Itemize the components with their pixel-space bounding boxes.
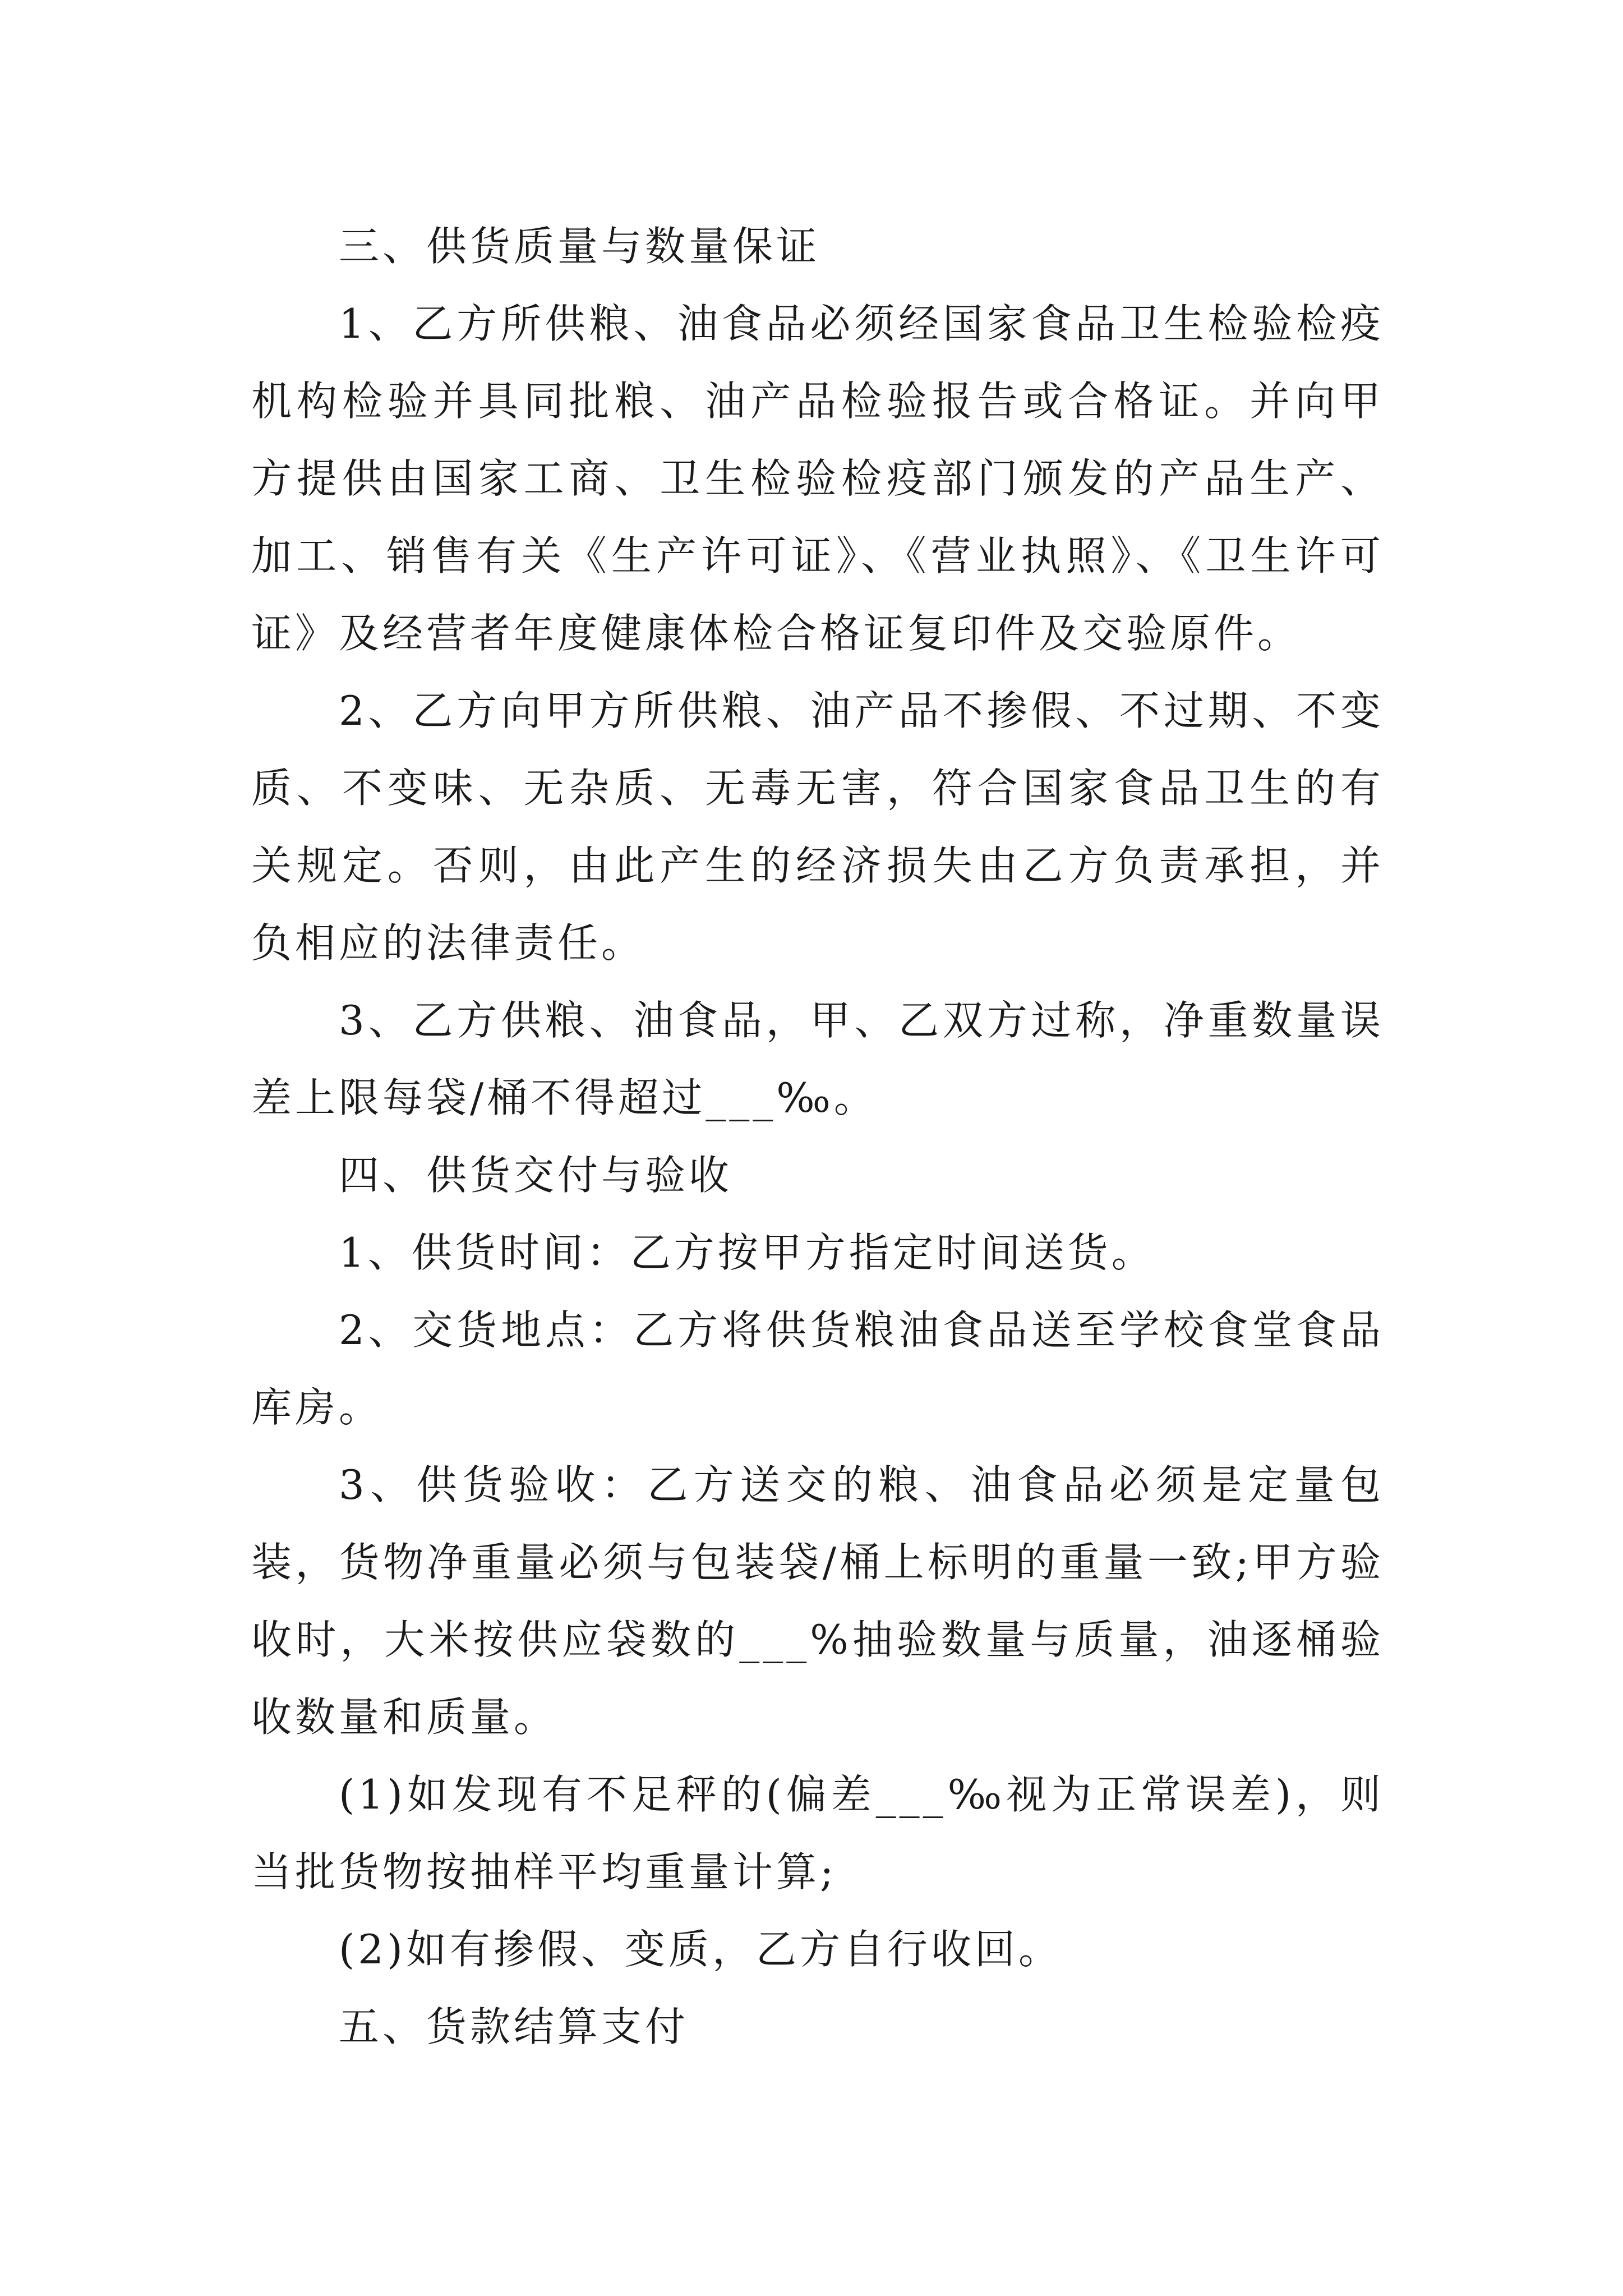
section-heading-3: 三、供货质量与数量保证 (339, 223, 820, 270)
clause-4-2: 2、交货地点：乙方将供货粮油食品送至学校食堂食品库房。 (251, 1306, 1384, 1431)
clause-3-3: 3、乙方供粮、油食品，甲、乙双方过称，净重数量误差上限每袋/桶不得超过___‰。 (251, 997, 1384, 1121)
section-heading-5: 五、货款结算支付 (339, 2003, 689, 2050)
clause-4-1: 1、供货时间：乙方按甲方指定时间送货。 (339, 1229, 1155, 1276)
clause-3-1: 1、乙方所供粮、油食品必须经国家食品卫生检验检疫机构检验并具同批粮、油产品检验报告或合格证。并向甲方提供由国家工商、卫生检验检疫部门颁发的产品生产、加工、销售有关《生产许可证》、《营业执照》、《卫生许可证》及经营者年度健康体检合格证复印件及交验原件。 (251, 300, 1384, 657)
clause-4-3-sub-1: (1)如发现有不足秤的(偏差___‰视为正常误差)，则当批货物按抽样平均重量计算; (251, 1771, 1384, 1895)
clause-4-3: 3、供货验收：乙方送交的粮、油食品必须是定量包装，货物净重量必须与包装袋/桶上标明的重量一致;甲方验收时，大米按供应袋数的___%抽验数量与质量，油逐桶验收数量和质量。 (251, 1461, 1384, 1741)
clause-3-2: 2、乙方向甲方所供粮、油产品不掺假、不过期、不变质、不变味、无杂质、无毒无害，符合国家食品卫生的有关规定。否则，由此产生的经济损失由乙方负责承担，并负相应的法律责任。 (251, 687, 1384, 967)
section-heading-4: 四、供货交付与验收 (339, 1152, 733, 1199)
document-body (251, 208, 1384, 2065)
clause-4-3-sub-2: (2)如有掺假、变质，乙方自行收回。 (339, 1926, 1062, 1973)
